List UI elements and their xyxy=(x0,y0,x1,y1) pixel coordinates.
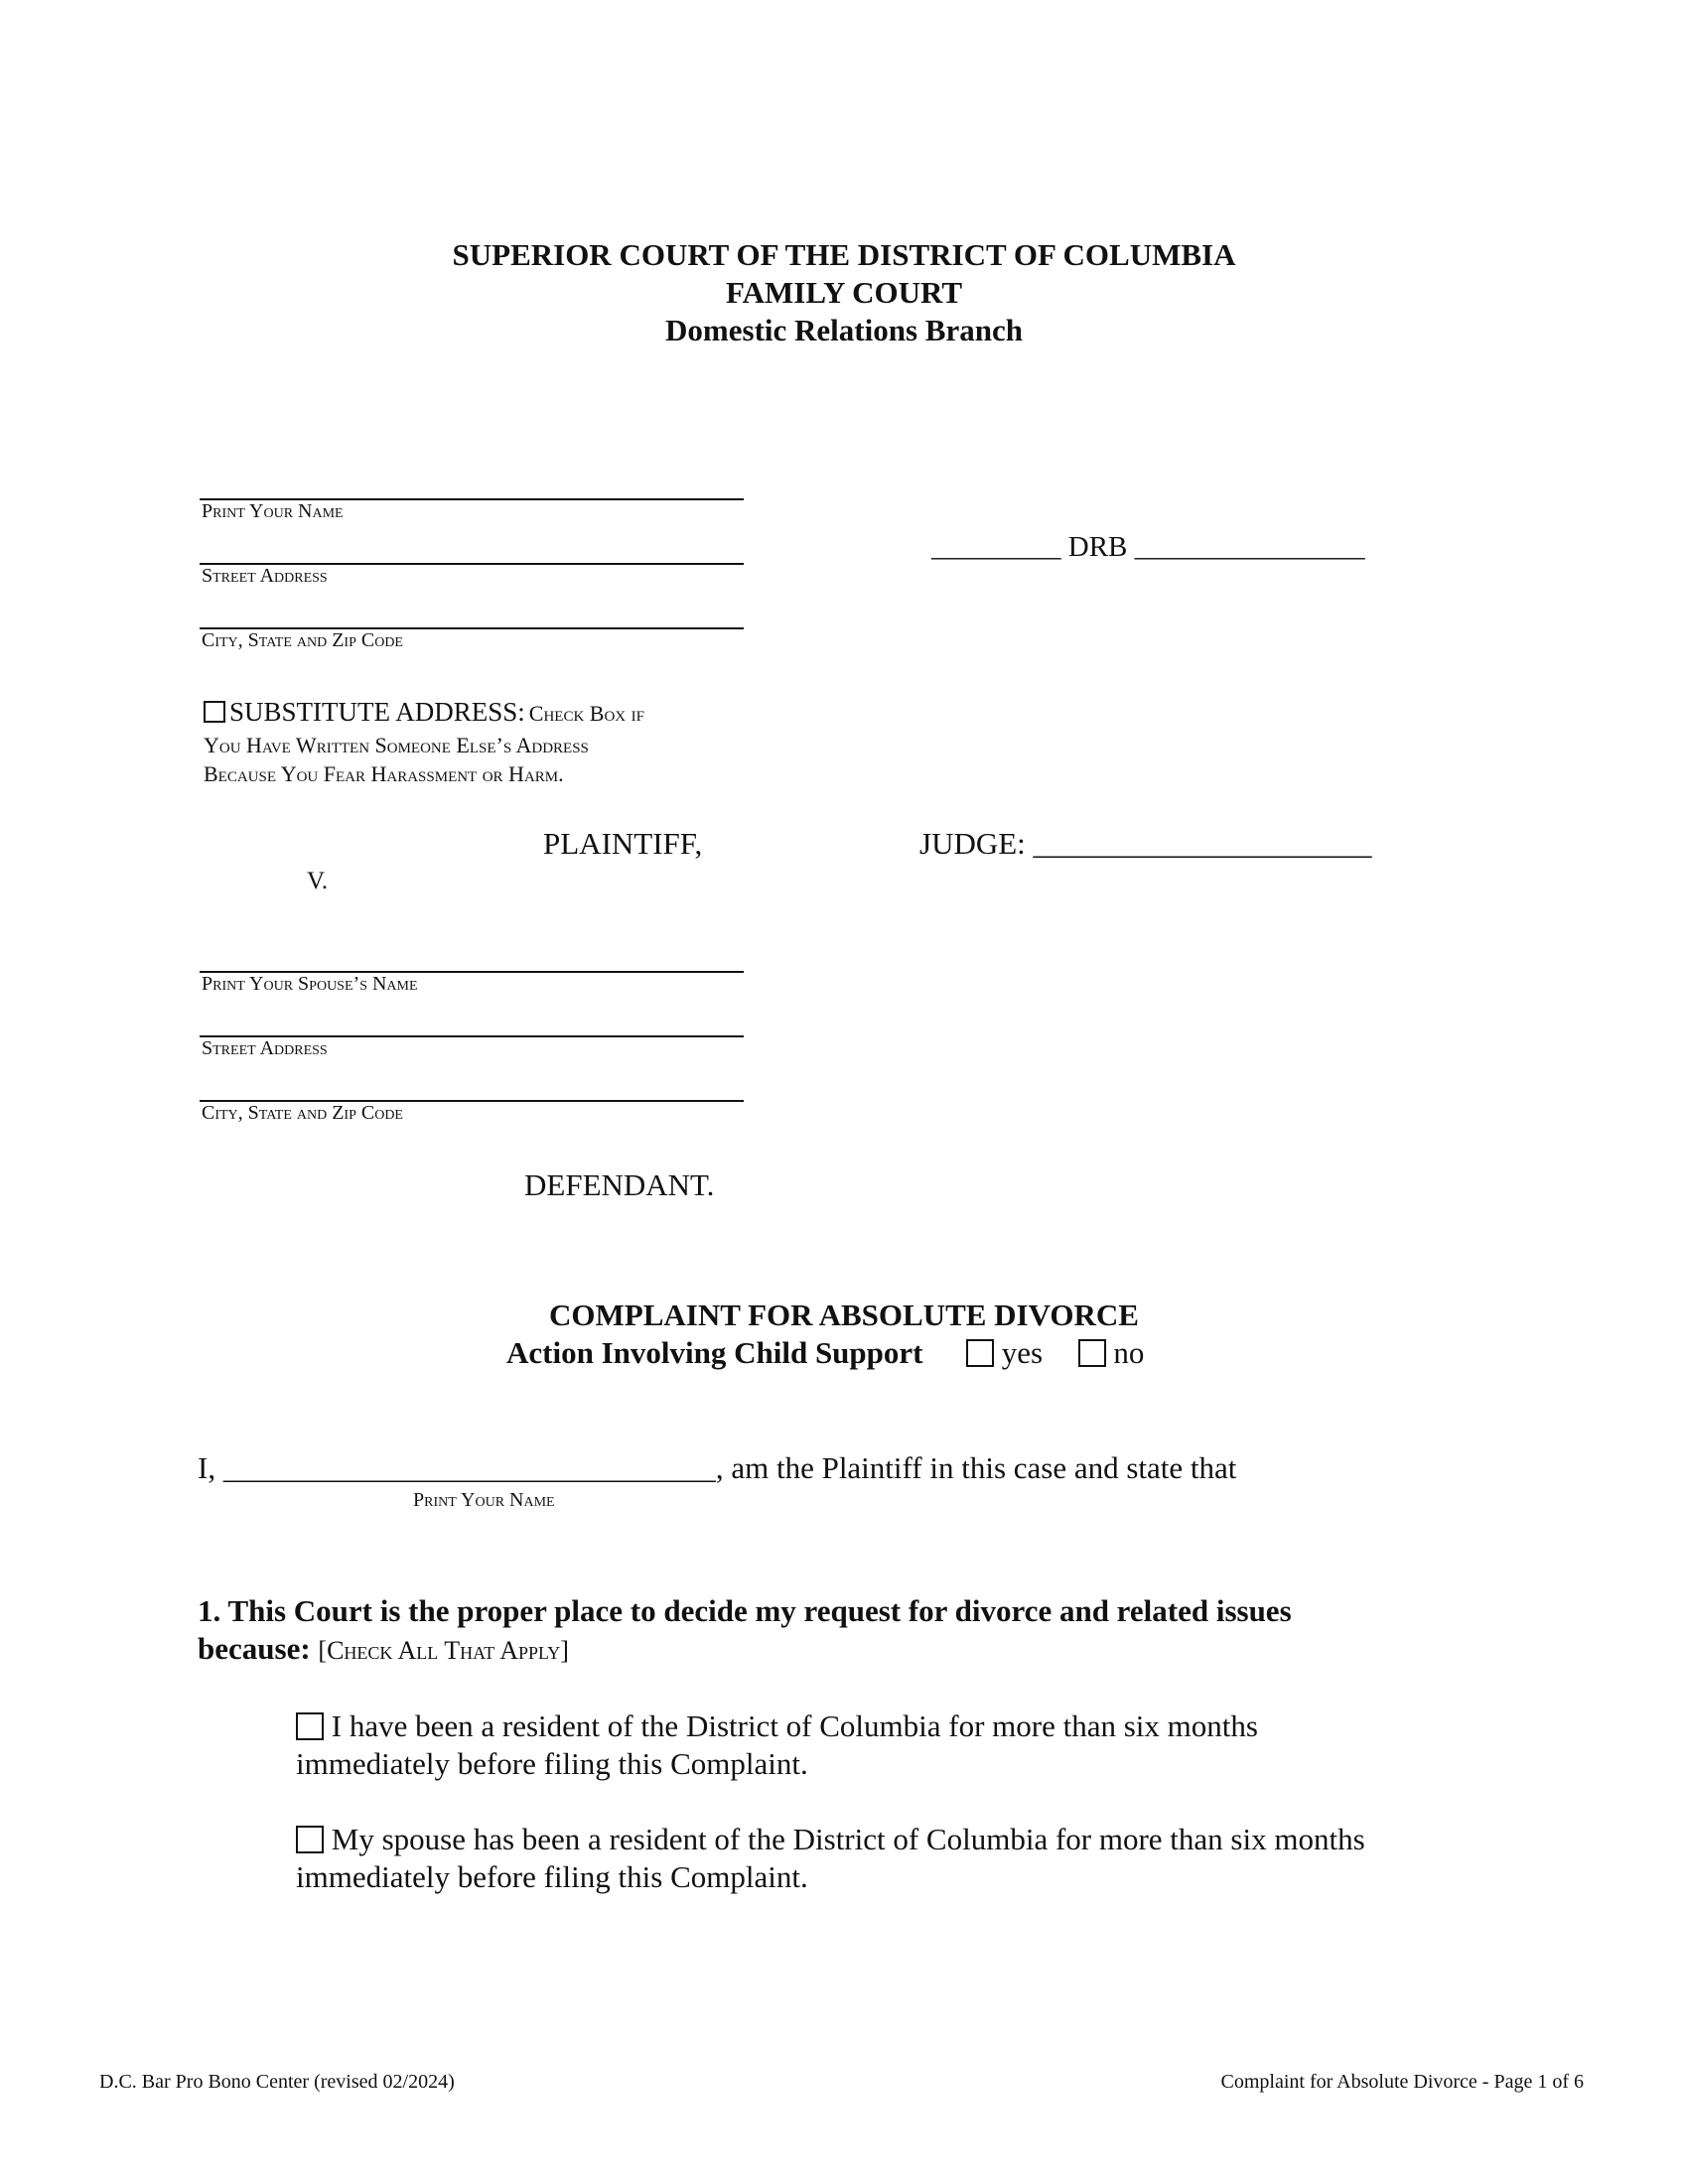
case-number-prefix-blank[interactable]: _________ xyxy=(931,531,1061,563)
judge-label: JUDGE: xyxy=(919,826,1026,861)
footer-left: D.C. Bar Pro Bono Center (revised 02/2024) xyxy=(99,2071,455,2093)
section1-because: because: xyxy=(198,1631,311,1666)
judge-field[interactable] xyxy=(919,826,1372,862)
residency-option-2-text: My spouse has been a resident of the District of Columbia for more than six months xyxy=(331,1822,1365,1856)
substitute-address-instruction-3: Because You Fear Harassment or Harm. xyxy=(204,761,564,786)
section1-heading-line2 xyxy=(198,1630,569,1670)
plaintiff-name-caption: Print Your Name xyxy=(202,500,344,522)
footer-right: Complaint for Absolute Divorce - Page 1 of 6 xyxy=(1220,2071,1584,2093)
residency-option-1-text-2: immediately before filing this Complaint. xyxy=(296,1746,808,1781)
court-name: SUPERIOR COURT OF THE DISTRICT OF COLUMBIA xyxy=(452,237,1236,272)
child-support-label: Action Involving Child Support xyxy=(506,1335,923,1370)
defendant-label: DEFENDANT. xyxy=(524,1167,715,1202)
child-support-no-checkbox[interactable] xyxy=(1078,1339,1106,1367)
substitute-address-block xyxy=(204,698,644,788)
complaint-title: COMPLAINT FOR ABSOLUTE DIVORCE xyxy=(549,1297,1139,1332)
residency-option-1 xyxy=(296,1707,1258,1783)
plaintiff-label: PLAINTIFF, xyxy=(543,826,703,861)
section1-instruction: [Check All That Apply] xyxy=(318,1636,569,1665)
substitute-address-instruction-2: You Have Written Someone Else’s Address xyxy=(204,733,589,757)
defendant-name-caption: Print Your Spouse’s Name xyxy=(202,973,418,995)
statement-suffix: , am the Plaintiff in this case and state that xyxy=(715,1450,1237,1485)
child-support-yes-label: yes xyxy=(1001,1335,1044,1370)
plaintiff-city-caption: City, State and Zip Code xyxy=(202,629,403,651)
statement-name-blank[interactable]: ________________________________ xyxy=(222,1450,716,1485)
statement-prefix: I, xyxy=(198,1450,216,1485)
judge-blank[interactable]: ______________________ xyxy=(1033,826,1372,861)
substitute-address-label: SUBSTITUTE ADDRESS: xyxy=(229,697,525,727)
substitute-address-checkbox[interactable] xyxy=(204,701,225,723)
substitute-address-instruction-1: Check Box if xyxy=(528,701,644,726)
court-division: FAMILY COURT xyxy=(725,275,963,310)
residency-option-1-text: I have been a resident of the District of Columbia for more than six months xyxy=(331,1708,1258,1743)
section1-heading-line1: 1. This Court is the proper place to decide my request for divorce and related issues xyxy=(198,1593,1292,1628)
court-branch: Domestic Relations Branch xyxy=(665,313,1023,347)
residency-option-2-text-2: immediately before filing this Complaint. xyxy=(296,1859,808,1894)
child-support-no-label: no xyxy=(1113,1335,1145,1370)
plaintiff-statement xyxy=(198,1449,1236,1487)
child-support-question xyxy=(506,1334,1144,1372)
residency-option-2-checkbox[interactable] xyxy=(296,1826,324,1853)
case-number-label: DRB xyxy=(1067,531,1128,563)
residency-option-1-checkbox[interactable] xyxy=(296,1712,324,1740)
plaintiff-street-caption: Street Address xyxy=(202,565,328,587)
case-number-field[interactable] xyxy=(931,531,1365,564)
child-support-yes-checkbox[interactable] xyxy=(966,1339,994,1367)
residency-option-2 xyxy=(296,1821,1365,1896)
defendant-city-caption: City, State and Zip Code xyxy=(202,1102,403,1124)
versus-label: V. xyxy=(307,868,329,894)
defendant-street-caption: Street Address xyxy=(202,1037,328,1059)
statement-name-caption: Print Your Name xyxy=(413,1489,555,1511)
case-number-suffix-blank[interactable]: ________________ xyxy=(1134,531,1365,563)
